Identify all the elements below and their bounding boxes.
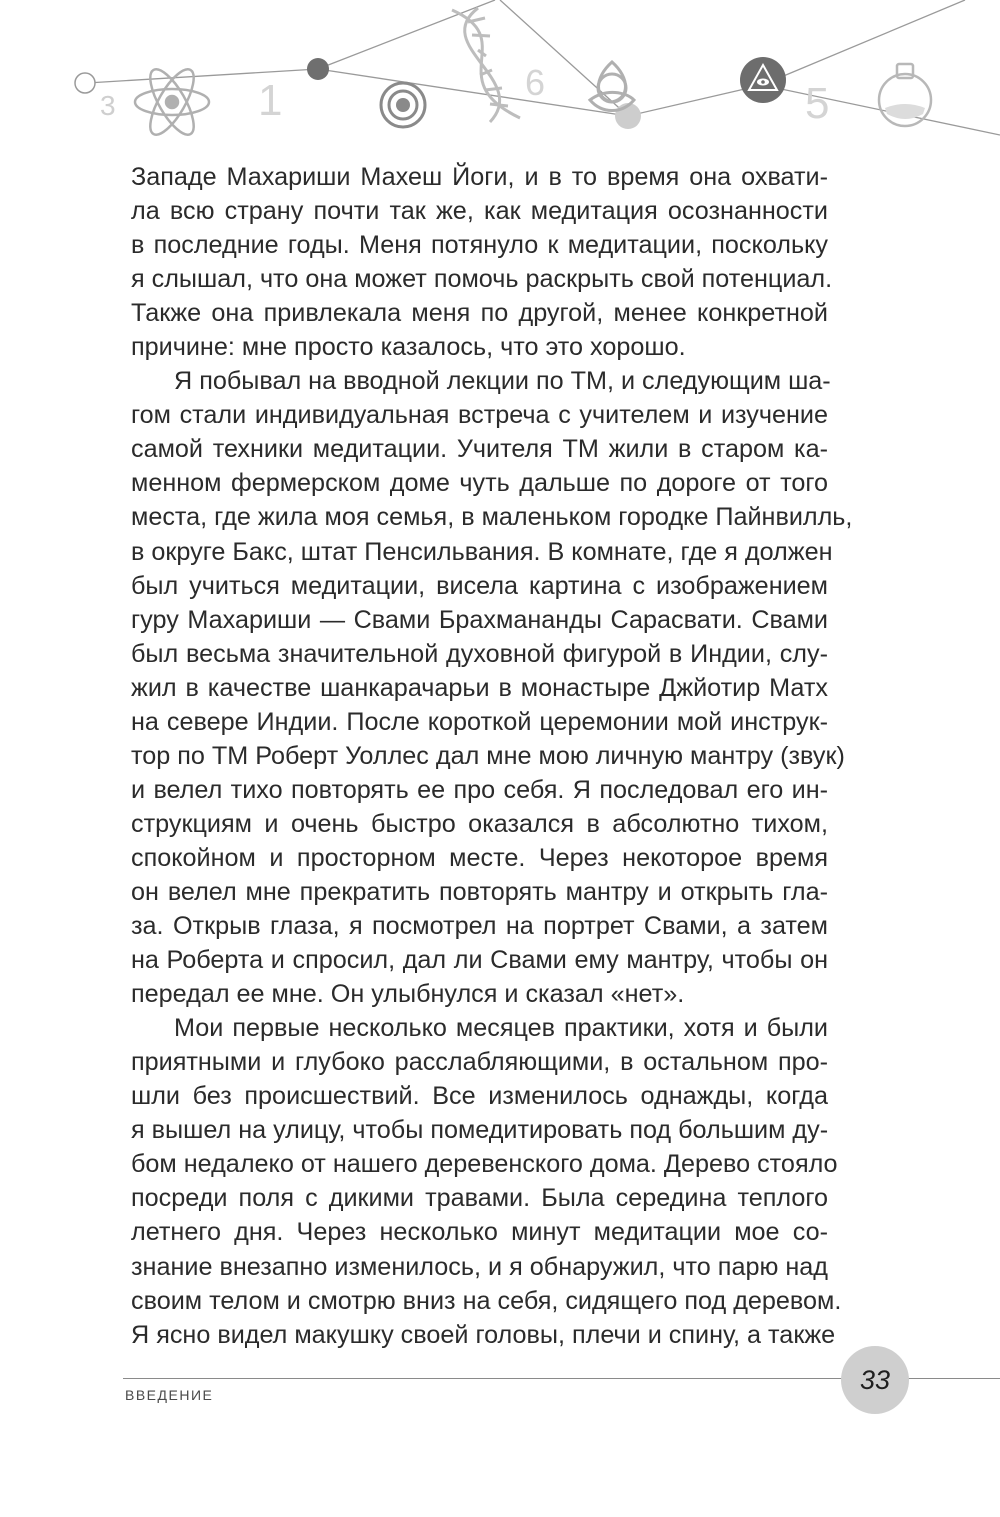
camera-lens-icon [381,83,425,127]
header-digit: 5 [805,79,830,128]
text-line: бом недалеко от нашего деревенского дома. Дерево стояло [131,1150,838,1179]
text-line: гуру Махариши — Свами Брахмананды Сарасвати. Свами [131,605,828,634]
text-line: Мои первые несколько месяцев практики, хотя и были [174,1014,828,1043]
text-line: жил в качестве шанкарачарьи в монастыре Джйотир Матх [131,673,828,702]
text-line: на севере Индии. После короткой церемонии мой инструк- [131,707,828,736]
text-line: гом стали индивидуальная встреча с учителем и изучение [131,401,828,430]
text-line: в округе Бакс, штат Пенсильвания. В комнате, где я должен [131,537,833,566]
text-line: Западе Махариши Махеш Йоги, и в то время она охвати- [131,163,828,191]
text-line: ла всю страну почти так же, как медитация осознанности [131,197,828,226]
text-line: шли без происшествий. Все изменилось однажды, когда [131,1082,828,1111]
header-digit: 3 [100,90,116,121]
text-line: Я побывал на вводной лекции по ТМ, и следующим ша- [174,367,831,396]
page-number: 33 [859,1364,891,1395]
text-line: он велел мне прекратить повторять мантру и открыть гла- [131,877,828,906]
text-line: был учиться медитации, висела картина с изображением [131,571,828,600]
header-digit: 6 [525,62,546,103]
header-decoration [0,0,1000,150]
text-line: струкциям и очень быстро оказался в абсолютно тихом, [131,809,828,838]
text-line: места, где жила моя семья, в маленьком городке Пайнвилль, [131,503,853,532]
text-line: менном фермерском доме чуть дальше по дороге от того [131,469,828,498]
text-line: передал ее мне. Он улыбнулся и сказал «нет». [131,980,685,1009]
body-text [131,160,853,1352]
eye-of-providence-icon [740,57,786,103]
node-circle [75,73,95,93]
text-line: тор по ТМ Роберт Уоллес дал мне мою личную мантру (звук) [131,741,845,770]
flask-icon [879,64,931,126]
text-line: знание внезапно изменилось, и я обнаружил, что парю над [131,1252,828,1281]
text-line: летнего дня. Через несколько минут медитации мое со- [131,1218,828,1247]
text-line: Также она привлекала меня по другой, менее конкретной [131,299,828,328]
text-line: причине: мне просто казалось, что это хорошо. [131,333,686,362]
text-line: на Роберта и спросил, дал ли Свами ему мантру, чтобы он [131,946,828,975]
text-line: посреди поля с дикими травами. Была середина теплого [131,1184,828,1213]
text-line: я вышел на улицу, чтобы помедитировать под большим ду- [131,1116,829,1145]
page-number-badge [841,1346,909,1414]
text-line: приятными и глубоко расслабляющими, в остальном про- [131,1048,828,1077]
text-line: в последние годы. Меня потянуло к медитации, поскольку [131,231,828,260]
text-line: я слышал, что она может помочь раскрыть свой потенциал. [131,265,833,294]
text-line: был весьма значительной духовной фигурой в Индии, слу- [131,639,828,668]
running-footer-section: ВВЕДЕНИЕ [125,1387,214,1403]
text-line: своим телом и смотрю вниз на себя, сидящего под деревом. [131,1286,842,1315]
header-digit: 1 [258,76,283,125]
atom-icon [135,63,209,140]
dna-icon [452,8,520,122]
text-line: спокойном и просторном месте. Через некоторое время [131,843,828,872]
text-line: и велел тихо повторять ее про себя. Я последовал его ин- [131,775,828,804]
text-line: самой техники медитации. Учителя ТМ жили в старом ка- [131,435,828,464]
text-line: за. Открыв глаза, я посмотрел на портрет Свами, а затем [131,912,828,941]
text-line: Я ясно видел макушку своей головы, плечи и спину, а также [131,1320,836,1349]
node-dot-dark [307,58,329,80]
